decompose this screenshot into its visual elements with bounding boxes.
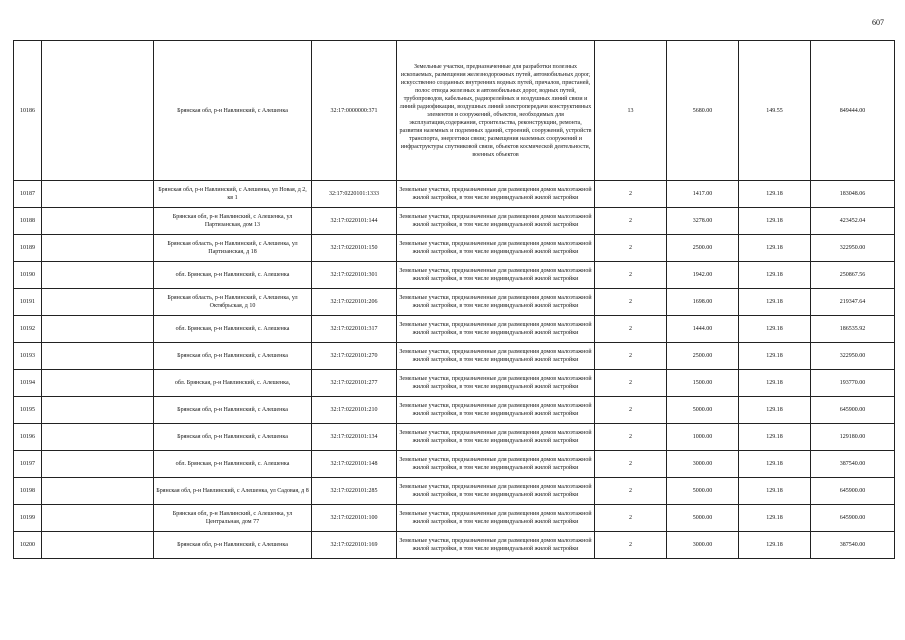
row-number-cell: 10188 (14, 208, 42, 235)
cadastral-number-cell: 32:17:0220101:169 (312, 532, 397, 559)
row-number-cell: 10197 (14, 451, 42, 478)
area-cell: 5680.00 (667, 41, 739, 181)
specific-value-cell: 129.18 (739, 235, 811, 262)
table-row (14, 289, 895, 316)
table-row (14, 397, 895, 424)
area-cell: 1698.00 (667, 289, 739, 316)
cadastral-value-cell: 322950.00 (811, 235, 895, 262)
group-number-cell: 2 (595, 316, 667, 343)
cadastral-number-cell: 32:17:0220101:270 (312, 343, 397, 370)
group-number-cell: 2 (595, 397, 667, 424)
specific-value-cell: 129.18 (739, 289, 811, 316)
cadastral-value-cell: 645900.00 (811, 397, 895, 424)
area-cell: 1444.00 (667, 316, 739, 343)
table-row (14, 370, 895, 397)
address-cell: обл. Брянская, р-н Навлинский, с. Алешенка, (154, 370, 312, 397)
cadastral-number-cell: 32:17:0220101:285 (312, 478, 397, 505)
address-cell: Брянская обл, р-н Навлинский, с Алешенка (154, 532, 312, 559)
group-number-cell: 2 (595, 370, 667, 397)
cadastral-value-cell: 849444.00 (811, 41, 895, 181)
address-cell: Брянская обл, р-н Навлинский, с Алешенка, ул Садовая, д 8 (154, 478, 312, 505)
specific-value-cell: 129.18 (739, 451, 811, 478)
cadastral-value-cell: 387540.00 (811, 451, 895, 478)
spacer-cell (42, 424, 154, 451)
specific-value-cell: 129.18 (739, 424, 811, 451)
land-use-purpose-cell: Земельные участки, предназначенные для размещения домов малоэтажной жилой застройки, в том числе индивидуальной жилой застройки (397, 316, 595, 343)
cadastral-number-cell: 32:17:0220101:1333 (312, 181, 397, 208)
specific-value-cell: 129.18 (739, 532, 811, 559)
table-row (14, 343, 895, 370)
cadastral-value-cell: 129180.00 (811, 424, 895, 451)
area-cell: 5000.00 (667, 505, 739, 532)
cadastral-value-cell: 387540.00 (811, 532, 895, 559)
cadastral-number-cell: 32:17:0220101:134 (312, 424, 397, 451)
address-cell: Брянская обл, р-н Навлинский, с Алешенка (154, 397, 312, 424)
row-number-cell: 10193 (14, 343, 42, 370)
area-cell: 1417.00 (667, 181, 739, 208)
specific-value-cell: 149.55 (739, 41, 811, 181)
spacer-cell (42, 532, 154, 559)
specific-value-cell: 129.18 (739, 397, 811, 424)
table-row (14, 262, 895, 289)
group-number-cell: 2 (595, 235, 667, 262)
address-cell: Брянская обл, р-н Навлинский, с Алешенка (154, 343, 312, 370)
group-number-cell: 2 (595, 451, 667, 478)
area-cell: 1000.00 (667, 424, 739, 451)
area-cell: 3000.00 (667, 532, 739, 559)
group-number-cell: 2 (595, 343, 667, 370)
spacer-cell (42, 235, 154, 262)
row-number-cell: 10198 (14, 478, 42, 505)
spacer-cell (42, 397, 154, 424)
area-cell: 3000.00 (667, 451, 739, 478)
land-registry-table (13, 40, 895, 559)
group-number-cell: 2 (595, 478, 667, 505)
spacer-cell (42, 41, 154, 181)
address-cell: обл. Брянская, р-н Навлинский, с. Алешенка (154, 262, 312, 289)
land-use-purpose-cell: Земельные участки, предназначенные для размещения домов малоэтажной жилой застройки, в том числе индивидуальной жилой застройки (397, 343, 595, 370)
area-cell: 5000.00 (667, 478, 739, 505)
cadastral-number-cell: 32:17:0220101:317 (312, 316, 397, 343)
table-row (14, 235, 895, 262)
cadastral-number-cell: 32:17:0000000:371 (312, 41, 397, 181)
specific-value-cell: 129.18 (739, 208, 811, 235)
address-cell: Брянская обл, р-н Навлинский, с Алешенка (154, 41, 312, 181)
table-row (14, 41, 895, 181)
table-row (14, 478, 895, 505)
spacer-cell (42, 343, 154, 370)
table-body (14, 41, 895, 559)
spacer-cell (42, 181, 154, 208)
land-use-purpose-cell: Земельные участки, предназначенные для размещения домов малоэтажной жилой застройки, в том числе индивидуальной жилой застройки (397, 181, 595, 208)
cadastral-number-cell: 32:17:0220101:206 (312, 289, 397, 316)
area-cell: 2500.00 (667, 343, 739, 370)
spacer-cell (42, 316, 154, 343)
table-row (14, 505, 895, 532)
table-row (14, 181, 895, 208)
table-row (14, 316, 895, 343)
specific-value-cell: 129.18 (739, 343, 811, 370)
spacer-cell (42, 478, 154, 505)
area-cell: 2500.00 (667, 235, 739, 262)
land-use-purpose-cell: Земельные участки, предназначенные для размещения домов малоэтажной жилой застройки, в том числе индивидуальной жилой застройки (397, 532, 595, 559)
specific-value-cell: 129.18 (739, 181, 811, 208)
page-number: 607 (872, 18, 884, 27)
cadastral-value-cell: 186535.92 (811, 316, 895, 343)
table-row (14, 532, 895, 559)
row-number-cell: 10199 (14, 505, 42, 532)
group-number-cell: 13 (595, 41, 667, 181)
cadastral-value-cell: 423452.04 (811, 208, 895, 235)
land-use-purpose-cell: Земельные участки, предназначенные для разработки полезных ископаемых, размещения железнодорожных путей, автомобильных дорог, искусственно созданных внутренних водных путей, причалов, пристаней, полос отвода железных и автомобильных дорог, водных путей, трубопроводов, кабельных, радиорелейных и воздушных линий связи и линий радиофикации, воздушных линий электропередачи конструктивных элементов и сооружений, объектов, необходимых для эксплуатации,содержания, строительства, реконструкции, ремонта, развития наземных и подземных зданий, строений, сооружений, устройств транспорта, энергетики связи; размещения наземных сооружений и инфраструктуры спутниковой связи, объектов космической деятельности, военных объектов (397, 41, 595, 181)
row-number-cell: 10191 (14, 289, 42, 316)
specific-value-cell: 129.18 (739, 478, 811, 505)
group-number-cell: 2 (595, 424, 667, 451)
row-number-cell: 10194 (14, 370, 42, 397)
land-use-purpose-cell: Земельные участки, предназначенные для размещения домов малоэтажной жилой застройки, в том числе индивидуальной жилой застройки (397, 370, 595, 397)
cadastral-value-cell: 645900.00 (811, 505, 895, 532)
row-number-cell: 10186 (14, 41, 42, 181)
spacer-cell (42, 451, 154, 478)
area-cell: 1500.00 (667, 370, 739, 397)
group-number-cell: 2 (595, 181, 667, 208)
address-cell: Брянская область, р-н Навлинский, с Алешенка, ул Октябрьская, д 10 (154, 289, 312, 316)
cadastral-value-cell: 193770.00 (811, 370, 895, 397)
specific-value-cell: 129.18 (739, 505, 811, 532)
row-number-cell: 10196 (14, 424, 42, 451)
area-cell: 1942.00 (667, 262, 739, 289)
address-cell: Брянская обл, р-н Навлинский, с Алешенка, ул Центральная, дом 77 (154, 505, 312, 532)
address-cell: Брянская область, р-н Навлинский, с Алешенка, ул Партизанская, д 18 (154, 235, 312, 262)
row-number-cell: 10192 (14, 316, 42, 343)
land-use-purpose-cell: Земельные участки, предназначенные для размещения домов малоэтажной жилой застройки, в том числе индивидуальной жилой застройки (397, 451, 595, 478)
table-row (14, 451, 895, 478)
area-cell: 5000.00 (667, 397, 739, 424)
spacer-cell (42, 370, 154, 397)
spacer-cell (42, 505, 154, 532)
specific-value-cell: 129.18 (739, 370, 811, 397)
group-number-cell: 2 (595, 262, 667, 289)
land-use-purpose-cell: Земельные участки, предназначенные для размещения домов малоэтажной жилой застройки, в том числе индивидуальной жилой застройки (397, 478, 595, 505)
cadastral-number-cell: 32:17:0220101:301 (312, 262, 397, 289)
cadastral-value-cell: 322950.00 (811, 343, 895, 370)
area-cell: 3278.00 (667, 208, 739, 235)
cadastral-value-cell: 250867.56 (811, 262, 895, 289)
address-cell: Брянская обл, р-н Навлинский, с Алешенка, ул Новая, д 2, кв 1 (154, 181, 312, 208)
address-cell: Брянская обл, р-н Навлинский, с Алешенка, ул Партизанская, дом 13 (154, 208, 312, 235)
specific-value-cell: 129.18 (739, 262, 811, 289)
cadastral-value-cell: 645900.00 (811, 478, 895, 505)
cadastral-number-cell: 32:17:0220101:277 (312, 370, 397, 397)
cadastral-value-cell: 183048.06 (811, 181, 895, 208)
address-cell: обл. Брянская, р-н Навлинский, с. Алешенка (154, 316, 312, 343)
specific-value-cell: 129.18 (739, 316, 811, 343)
land-use-purpose-cell: Земельные участки, предназначенные для размещения домов малоэтажной жилой застройки, в том числе индивидуальной жилой застройки (397, 289, 595, 316)
group-number-cell: 2 (595, 289, 667, 316)
table-row (14, 208, 895, 235)
group-number-cell: 2 (595, 505, 667, 532)
group-number-cell: 2 (595, 208, 667, 235)
land-use-purpose-cell: Земельные участки, предназначенные для размещения домов малоэтажной жилой застройки, в том числе индивидуальной жилой застройки (397, 208, 595, 235)
group-number-cell: 2 (595, 532, 667, 559)
cadastral-number-cell: 32:17:0220101:148 (312, 451, 397, 478)
cadastral-number-cell: 32:17:0220101:100 (312, 505, 397, 532)
land-use-purpose-cell: Земельные участки, предназначенные для размещения домов малоэтажной жилой застройки, в том числе индивидуальной жилой застройки (397, 235, 595, 262)
row-number-cell: 10200 (14, 532, 42, 559)
spacer-cell (42, 289, 154, 316)
cadastral-number-cell: 32:17:0220101:210 (312, 397, 397, 424)
land-use-purpose-cell: Земельные участки, предназначенные для размещения домов малоэтажной жилой застройки, в том числе индивидуальной жилой застройки (397, 505, 595, 532)
row-number-cell: 10195 (14, 397, 42, 424)
row-number-cell: 10187 (14, 181, 42, 208)
land-use-purpose-cell: Земельные участки, предназначенные для размещения домов малоэтажной жилой застройки, в том числе индивидуальной жилой застройки (397, 424, 595, 451)
row-number-cell: 10190 (14, 262, 42, 289)
land-use-purpose-cell: Земельные участки, предназначенные для размещения домов малоэтажной жилой застройки, в том числе индивидуальной жилой застройки (397, 397, 595, 424)
row-number-cell: 10189 (14, 235, 42, 262)
spacer-cell (42, 262, 154, 289)
spacer-cell (42, 208, 154, 235)
cadastral-number-cell: 32:17:0220101:144 (312, 208, 397, 235)
table-row (14, 424, 895, 451)
cadastral-value-cell: 219347.64 (811, 289, 895, 316)
address-cell: обл. Брянская, р-н Навлинский, с. Алешенка (154, 451, 312, 478)
land-use-purpose-cell: Земельные участки, предназначенные для размещения домов малоэтажной жилой застройки, в том числе индивидуальной жилой застройки (397, 262, 595, 289)
cadastral-number-cell: 32:17:0220101:150 (312, 235, 397, 262)
address-cell: Брянская обл, р-н Навлинский, с Алешенка (154, 424, 312, 451)
